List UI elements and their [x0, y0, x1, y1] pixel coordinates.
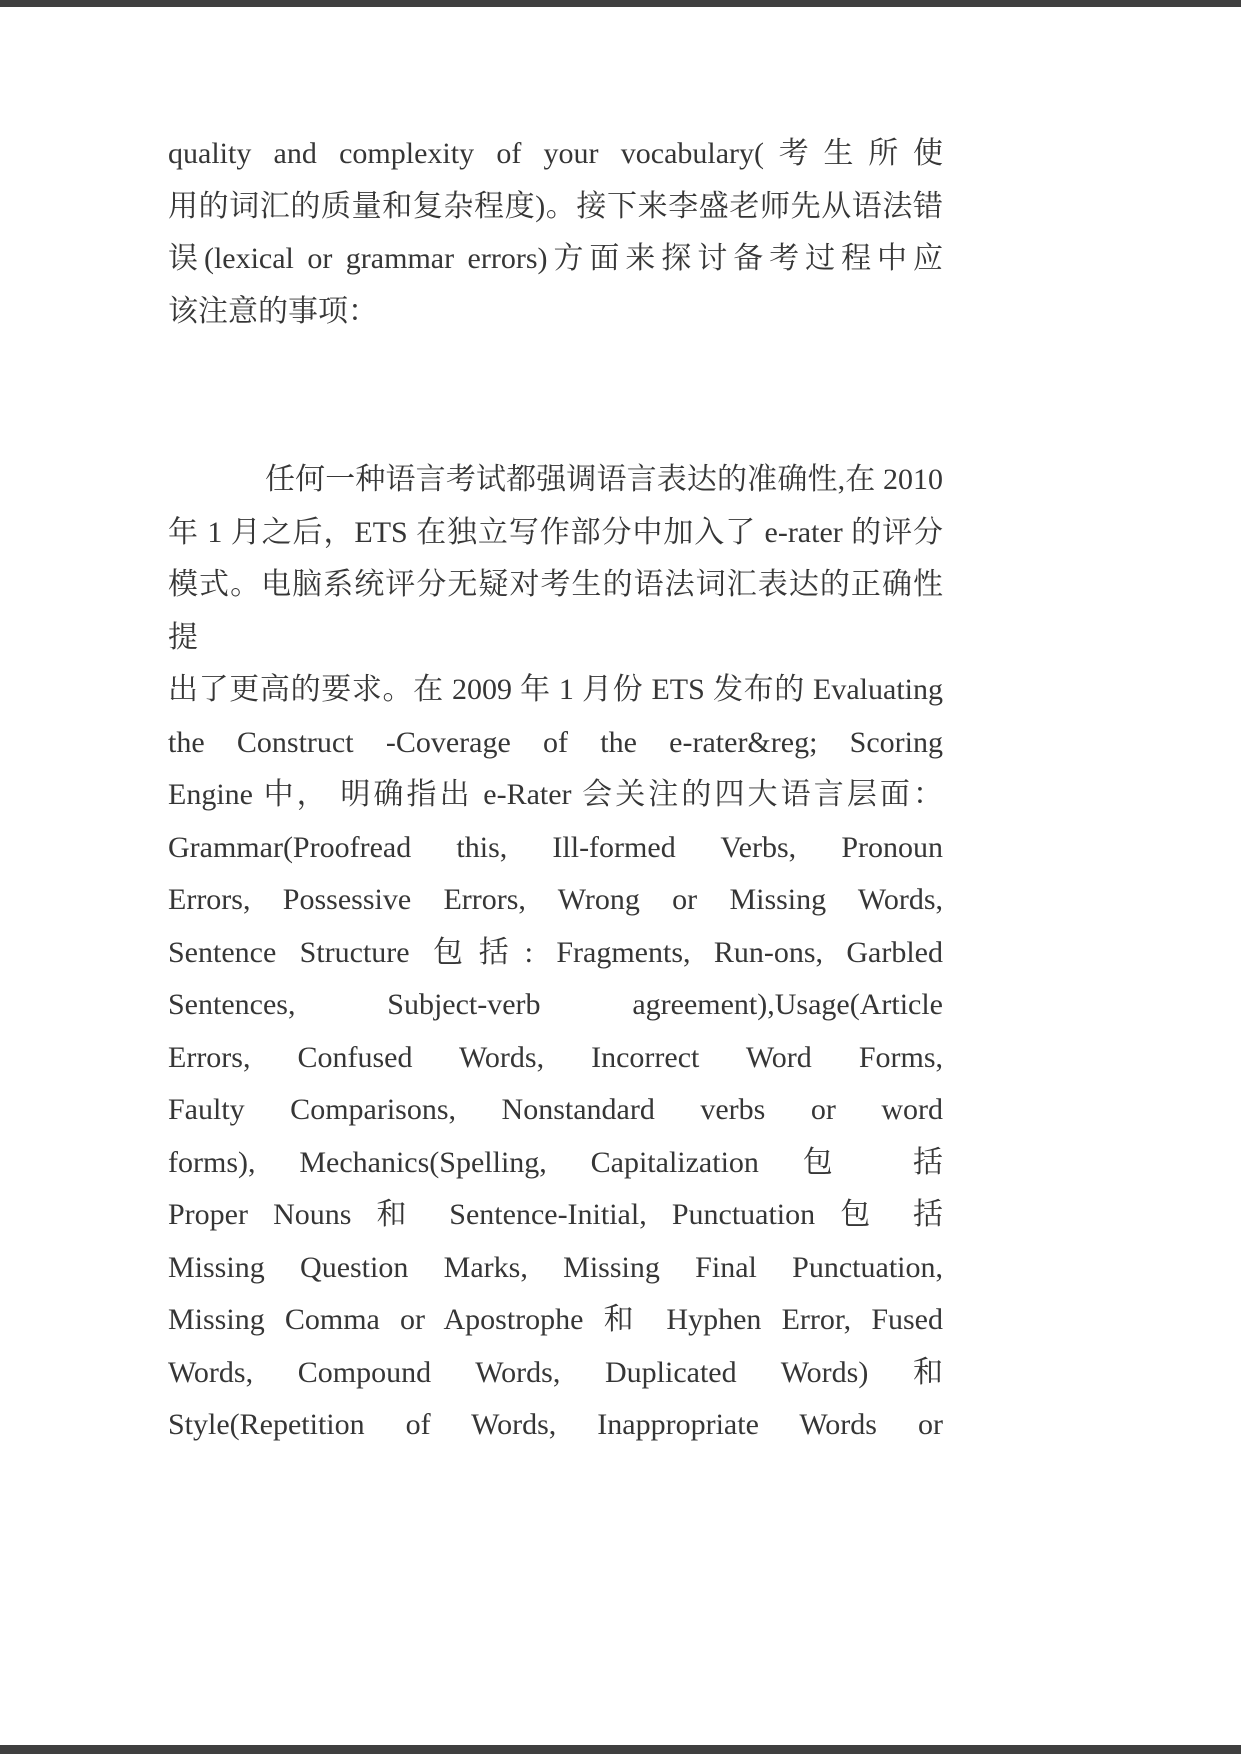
text-line: Errors, Possessive Errors, Wrong or Missing Words,: [168, 883, 943, 916]
text-line: 用的词汇的质量和复杂程度)。接下来李盛老师先从语法错: [168, 189, 943, 223]
text-line: Words, Compound Words, Duplicated Words) 和: [168, 1355, 943, 1389]
paragraph-2: [168, 454, 943, 1452]
text-line: Proper Nouns 和 Sentence-Initial, Punctuation 包 括: [168, 1198, 943, 1231]
text-line: Faulty Comparisons, Nonstandard verbs or word: [168, 1093, 943, 1126]
text-line: 年 1 月之后，ETS 在独立写作部分中加入了 e-rater 的评分: [168, 515, 943, 549]
text-line: Sentence Structure 包括: Fragments, Run-ons, Garbled: [168, 935, 943, 969]
text-line: forms), Mechanics(Spelling, Capitalization 包 括: [168, 1145, 943, 1179]
page-top-edge: [0, 0, 1241, 7]
text-line: Style(Repetition of Words, Inappropriate Words or: [168, 1408, 943, 1441]
text-line: Engine 中， 明确指出 e-Rater 会关注的四大语言层面：: [168, 778, 943, 811]
paragraph-1: [168, 128, 943, 338]
text-line: Sentences, Subject-verb agreement),Usage(Article: [168, 988, 943, 1021]
text-line: 出了更高的要求。在 2009 年 1 月份 ETS 发布的 Evaluating: [168, 673, 943, 706]
text-line: the Construct -Coverage of the e-rater&reg; Scoring: [168, 725, 943, 759]
document-content: [168, 128, 943, 1452]
text-line: Missing Comma or Apostrophe 和 Hyphen Error, Fused: [168, 1303, 943, 1336]
text-line: quality and complexity of your vocabulary(考生所使: [168, 137, 943, 170]
text-line: Grammar(Proofread this, Ill-formed Verbs, Pronoun: [168, 830, 943, 864]
text-line: Errors, Confused Words, Incorrect Word Forms,: [168, 1040, 943, 1074]
text-line: 模式。电脑系统评分无疑对考生的语法词汇表达的正确性提: [168, 568, 943, 654]
text-line: 任何一种语言考试都强调语言表达的准确性,在 2010: [265, 463, 943, 496]
text-line: 该注意的事项：: [168, 294, 378, 328]
page-bottom-edge: [0, 1745, 1241, 1754]
text-line: 误(lexical or grammar errors)方面来探讨备考过程中应: [168, 242, 943, 275]
text-line: Missing Question Marks, Missing Final Punctuation,: [168, 1250, 943, 1284]
